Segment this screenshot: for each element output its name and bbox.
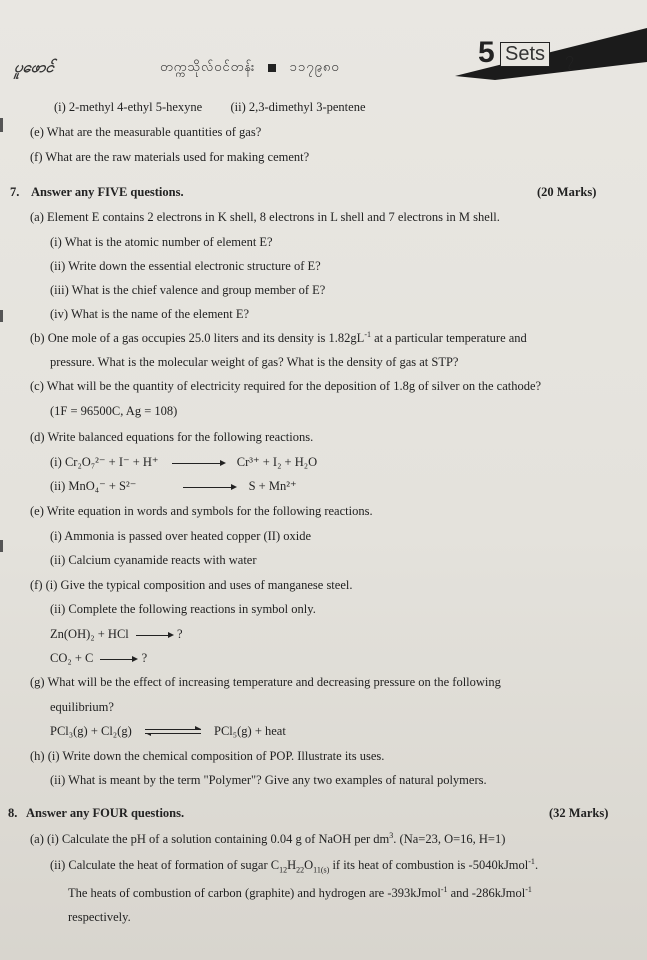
question-text: (ii) Calculate the heat of formation of sugar C [50,858,280,872]
question-text: and -286kJmol [447,886,526,900]
question-line: respectively. [68,910,131,924]
sets-label: Sets [500,42,550,67]
reaction-arrow-icon [136,635,172,636]
question-line: (ii) Complete the following reactions in symbol only. [50,602,316,616]
section-marks: (20 Marks) [537,185,597,199]
superscript: -1 [528,856,535,866]
question-line: (ii) Write down the essential electronic structure of E? [50,259,321,273]
superscript: 3 [389,830,394,840]
equation-line [50,650,147,666]
sets-mark: ၇ [565,48,574,67]
question-text: if its heat of combustion is -5040kJmol [329,858,529,872]
question-line: (ii) Calculate the heat of formation of sugar $C_{12}H_{22}O_{11(s)}$ if its heat of combustion is -5040kJmol$^{-1}$. [50,856,539,875]
question-text: . (Na=23, O=16, H=1) [393,832,506,846]
question-line: (e) What are the measurable quantities of gas? [30,125,262,139]
question-text: The heats of combustion of carbon (graphite) and hydrogen are -393kJmol [68,886,441,900]
question-line: (a) Element E contains 2 electrons in K shell, 8 electrons in L shell and 7 electrons in M shell. [30,210,500,224]
superscript: -1 [440,884,448,894]
section-number: 8. [8,806,18,820]
reaction-arrow-icon [172,463,224,464]
equation-line [50,626,183,642]
question-line: (iii) What is the chief valence and group member of E? [50,283,326,297]
equation-line [50,478,297,494]
question-text: . [534,858,539,872]
section-title: Answer any FIVE questions. [31,185,184,199]
equation-lhs: PCl₃(g) + Cl₂(g) [50,724,132,738]
header-burmese-title: တက္ကသိုလ်ဝင်တန်း [160,60,256,75]
equation-label: (ii) [50,479,66,493]
option-text: (i) 2-methyl 4-ethyl 5-hexyne [54,100,203,114]
equation-label: (i) [50,455,62,469]
question-line: pressure. What is the molecular weight of gas? What is the density of gas at STP? [50,355,459,369]
equation-rhs: PCl₅(g) + heat [214,724,286,738]
question-line: (f) What are the raw materials used for making cement? [30,150,310,164]
question-line [54,99,366,115]
question-line: (ii) What is meant by the term "Polymer"? Give any two examples of natural polymers. [50,773,487,787]
equation-rhs: ? [177,627,183,641]
question-line [30,831,505,847]
question-line: (f) (i) Give the typical composition and uses of manganese steel. [30,578,353,592]
question-line [30,330,527,346]
question-line: (h) (i) Write down the chemical composition of POP. Illustrate its uses. [30,749,385,763]
equation-lhs: Zn(OH)₂ + HCl [50,627,129,641]
equation-lhs: MnO₄⁻ + S²⁻ [68,479,137,493]
question-line: (iv) What is the name of the element E? [50,307,249,321]
question-line: (d) Write balanced equations for the following reactions. [30,430,314,444]
question-line: (ii) Calcium cyanamide reacts with water [50,553,257,567]
question-line: (i) What is the atomic number of element E? [50,235,273,249]
superscript: -1 [525,884,532,894]
section-marks: (32 Marks) [549,806,609,820]
question-line: equilibrium? [50,700,114,714]
equation-line [50,723,286,739]
equation-lhs: Cr₂O₇²⁻ + I⁻ + H⁺ [64,455,159,469]
equation-rhs: Cr³⁺ + I₂ + H₂O [236,455,318,469]
equation-line [50,454,317,470]
question-line: (g) What will be the effect of increasing temperature and decreasing pressure on the following [30,675,501,689]
question-line: (e) Write equation in words and symbols for the following reactions. [30,504,373,518]
section-title: Answer any FOUR questions. [26,806,185,820]
question-line: (1F = 96500C, Ag = 108) [50,404,178,418]
option-text: (ii) 2,3-dimethyl 3-pentene [230,100,366,114]
header-burmese-number: ၁၁၇၉၈၀ [289,60,340,75]
question-text: (a) (i) Calculate the pH of a solution containing 0.04 g of NaOH per dm [30,832,390,846]
equation-rhs: ? [141,651,148,665]
question-line: (i) Ammonia is passed over heated copper (II) oxide [50,529,312,543]
sets-number: 5 [478,36,495,69]
section-number: 7. [10,185,20,199]
reaction-arrow-icon [100,659,136,660]
equation-rhs: S + Mn²⁺ [248,479,297,493]
reaction-arrow-icon [183,487,235,488]
question-text: (b) One mole of a gas occupies 25.0 liters and its density is 1.82gL [30,331,365,345]
equilibrium-arrow-icon [145,728,201,736]
superscript: -1 [364,329,371,339]
equation-lhs: CO₂ + C [50,651,94,665]
question-line [68,885,532,901]
publisher-logo: ပူဖောင် [13,58,56,76]
question-line: (c) What will be the quantity of electricity required for the deposition of 1.8g of silver on the cathode? [30,379,542,393]
question-text: at a particular temperature and [370,331,527,345]
